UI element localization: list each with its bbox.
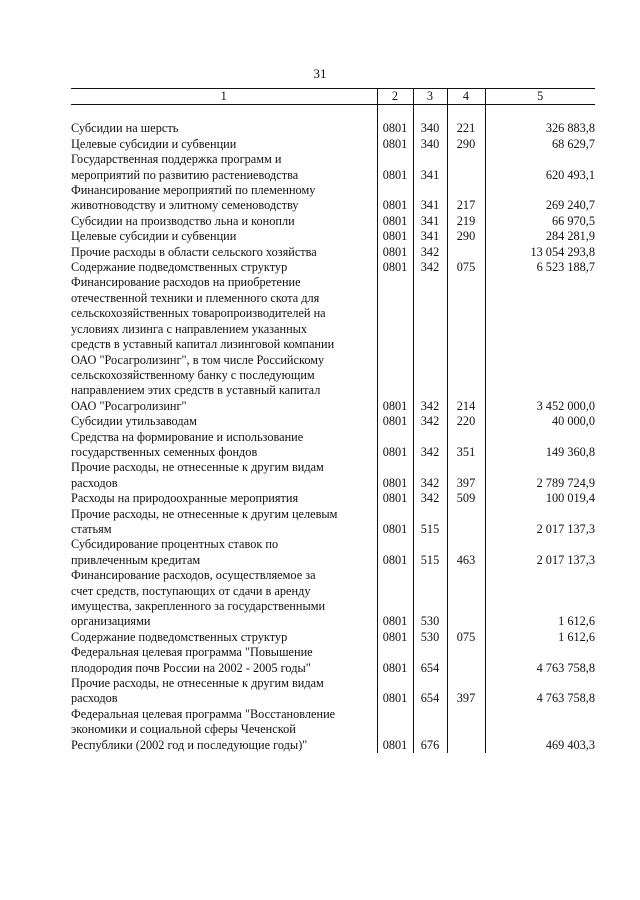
description-line: Субсидии на производство льна и конопли: [71, 213, 295, 228]
table-row: [71, 645, 595, 676]
target-code: 341: [413, 229, 447, 244]
section-code: 0801: [377, 229, 413, 244]
expense-type-code: 463: [447, 537, 485, 568]
row-description: [71, 137, 377, 152]
expense-type-code: 509: [447, 491, 485, 506]
section-code: 0801: [377, 152, 413, 183]
description-line: животноводству и элитному семеноводству: [71, 198, 299, 213]
amount: 13 054 293,8: [485, 245, 595, 260]
target-code: 342: [413, 414, 447, 429]
table-row: [71, 245, 595, 260]
amount: 2 017 137,3: [485, 507, 595, 538]
description-line: привлеченным кредитам: [71, 552, 201, 567]
description-line: статьям: [71, 521, 112, 536]
expense-type-code: 219: [447, 214, 485, 229]
description-line: Субсидирование процентных ставок по: [71, 537, 279, 552]
section-code: 0801: [377, 460, 413, 491]
description-line: имущества, закрепленного за государственными: [71, 599, 326, 613]
table-row: [71, 460, 595, 491]
target-code: 341: [413, 214, 447, 229]
target-code: 515: [413, 537, 447, 568]
section-code: 0801: [377, 245, 413, 260]
expense-type-code: 075: [447, 630, 485, 645]
target-code: 515: [413, 507, 447, 538]
description-line: Республики (2002 год и последующие годы)": [71, 737, 308, 752]
expense-type-code: [447, 507, 485, 538]
description-line: сельскохозяйственных товаропроизводителей на: [71, 306, 326, 321]
row-description: [71, 568, 377, 630]
section-code: 0801: [377, 645, 413, 676]
amount: 2 789 724,9: [485, 460, 595, 491]
description-line: Прочие расходы, не отнесенные к другим видам: [71, 676, 324, 691]
description-line: отечественной техники и племенного скота для: [71, 290, 320, 305]
description-line: Государственная поддержка программ и: [71, 152, 282, 167]
amount: 1 612,6: [485, 568, 595, 630]
column-header: 4: [447, 89, 485, 105]
amount: 2 017 137,3: [485, 537, 595, 568]
table-row: [71, 630, 595, 645]
table-row: [71, 214, 595, 229]
target-code: 341: [413, 183, 447, 214]
target-code: 340: [413, 137, 447, 152]
amount: 1 612,6: [485, 630, 595, 645]
description-line: Федеральная целевая программа "Повышение: [71, 645, 313, 660]
expense-type-code: [447, 245, 485, 260]
description-line: мероприятий по развитию растениеводства: [71, 167, 299, 182]
description-line: организациями: [71, 614, 151, 629]
amount: 66 970,5: [485, 214, 595, 229]
table-header-row: [71, 89, 595, 105]
description-line: Прочие расходы, не отнесенные к другим видам: [71, 460, 324, 475]
amount: 326 883,8: [485, 121, 595, 136]
section-code: 0801: [377, 676, 413, 707]
section-code: 0801: [377, 214, 413, 229]
table-row: [71, 152, 595, 183]
row-description: [71, 152, 377, 183]
page-number: 31: [313, 66, 327, 81]
amount: 68 629,7: [485, 137, 595, 152]
amount: 6 523 188,7: [485, 260, 595, 275]
description-line: Прочие расходы в области сельского хозяйства: [71, 244, 317, 259]
description-line: расходов: [71, 691, 118, 706]
description-line: Целевые субсидии и субвенции: [71, 136, 237, 151]
table-row: [71, 430, 595, 461]
description-line: государственных семенных фондов: [71, 444, 258, 459]
amount: 3 452 000,0: [485, 275, 595, 414]
target-code: 530: [413, 630, 447, 645]
table-row: [71, 183, 595, 214]
description-line: экономики и социальной сферы Чеченской: [71, 722, 296, 737]
row-description: [71, 630, 377, 645]
section-code: 0801: [377, 121, 413, 136]
table-row: [71, 414, 595, 429]
table-row: [71, 491, 595, 506]
column-header: 2: [377, 89, 413, 105]
section-code: 0801: [377, 183, 413, 214]
target-code: 342: [413, 275, 447, 414]
row-description: [71, 430, 377, 461]
target-code: 654: [413, 645, 447, 676]
expense-type-code: 220: [447, 414, 485, 429]
amount: 284 281,9: [485, 229, 595, 244]
row-description: [71, 414, 377, 429]
table-row: [71, 507, 595, 538]
table-row: [71, 707, 595, 753]
table-row: [71, 275, 595, 414]
expense-type-code: 214: [447, 275, 485, 414]
description-line: Субсидии на шерсть: [71, 121, 179, 136]
row-description: [71, 260, 377, 275]
description-line: Прочие расходы, не отнесенные к другим целевым: [71, 506, 338, 521]
amount: 269 240,7: [485, 183, 595, 214]
section-code: 0801: [377, 537, 413, 568]
row-description: [71, 645, 377, 676]
expense-type-code: 221: [447, 121, 485, 136]
expense-type-code: 290: [447, 229, 485, 244]
expense-type-code: [447, 645, 485, 676]
description-line: Содержание подведомственных структур: [71, 260, 288, 275]
target-code: 340: [413, 121, 447, 136]
target-code: 341: [413, 152, 447, 183]
target-code: 676: [413, 707, 447, 753]
expense-type-code: [447, 568, 485, 630]
section-code: 0801: [377, 430, 413, 461]
row-description: [71, 245, 377, 260]
target-code: 342: [413, 460, 447, 491]
description-line: Федеральная целевая программа "Восстановление: [71, 706, 336, 721]
expense-type-code: 351: [447, 430, 485, 461]
section-code: 0801: [377, 707, 413, 753]
row-description: [71, 507, 377, 538]
amount: 40 000,0: [485, 414, 595, 429]
target-code: 342: [413, 430, 447, 461]
target-code: 342: [413, 260, 447, 275]
row-description: [71, 275, 377, 414]
amount: 100 019,4: [485, 491, 595, 506]
table-row: [71, 121, 595, 136]
table-row: [71, 229, 595, 244]
description-line: Средства на формирование и использование: [71, 429, 304, 444]
description-line: ОАО "Росагролизинг", в том числе Российскому: [71, 352, 325, 367]
column-header: 3: [413, 89, 447, 105]
description-line: Финансирование расходов на приобретение: [71, 275, 301, 290]
description-line: Финансирование расходов, осуществляемое за: [71, 568, 316, 583]
description-line: счет средств, поступающих от сдачи в аренду: [71, 583, 311, 598]
row-description: [71, 491, 377, 506]
target-code: 530: [413, 568, 447, 630]
amount: 4 763 758,8: [485, 676, 595, 707]
description-line: расходов: [71, 475, 118, 490]
row-description: [71, 460, 377, 491]
expense-type-code: 397: [447, 460, 485, 491]
description-line: направлением этих средств в уставный капитал: [71, 383, 321, 398]
table-row: [71, 137, 595, 152]
section-code: 0801: [377, 414, 413, 429]
section-code: 0801: [377, 275, 413, 414]
section-code: 0801: [377, 568, 413, 630]
row-description: [71, 214, 377, 229]
description-line: плодородия почв России на 2002 - 2005 годы": [71, 660, 311, 675]
section-code: 0801: [377, 491, 413, 506]
row-description: [71, 676, 377, 707]
table-row: [71, 537, 595, 568]
description-line: Содержание подведомственных структур: [71, 629, 288, 644]
description-line: Целевые субсидии и субвенции: [71, 229, 237, 244]
amount: 149 360,8: [485, 430, 595, 461]
amount: 620 493,1: [485, 152, 595, 183]
amount: 469 403,3: [485, 707, 595, 753]
budget-table: [71, 88, 595, 753]
row-description: [71, 183, 377, 214]
table-row: [71, 568, 595, 630]
target-code: 342: [413, 491, 447, 506]
table-row: [71, 676, 595, 707]
spacer-row: [71, 105, 595, 122]
description-line: Расходы на природоохранные мероприятия: [71, 491, 299, 506]
expense-type-code: 397: [447, 676, 485, 707]
row-description: [71, 707, 377, 753]
row-description: [71, 229, 377, 244]
expense-type-code: 290: [447, 137, 485, 152]
column-header: 5: [485, 89, 595, 105]
description-line: Финансирование мероприятий по племенному: [71, 183, 316, 198]
description-line: Субсидии утильзаводам: [71, 414, 197, 429]
amount: 4 763 758,8: [485, 645, 595, 676]
target-code: 342: [413, 245, 447, 260]
expense-type-code: 075: [447, 260, 485, 275]
table-row: [71, 260, 595, 275]
section-code: 0801: [377, 260, 413, 275]
section-code: 0801: [377, 507, 413, 538]
description-line: ОАО "Росагролизинг": [71, 398, 187, 413]
section-code: 0801: [377, 137, 413, 152]
column-header: 1: [71, 89, 377, 105]
section-code: 0801: [377, 630, 413, 645]
row-description: [71, 537, 377, 568]
description-line: сельскохозяйственному банку с последующим: [71, 367, 315, 382]
description-line: условиях лизинга с направлением указанных: [71, 321, 308, 336]
target-code: 654: [413, 676, 447, 707]
expense-type-code: [447, 152, 485, 183]
description-line: средств в уставный капитал лизинговой компании: [71, 337, 335, 352]
expense-type-code: 217: [447, 183, 485, 214]
row-description: [71, 121, 377, 136]
expense-type-code: [447, 707, 485, 753]
